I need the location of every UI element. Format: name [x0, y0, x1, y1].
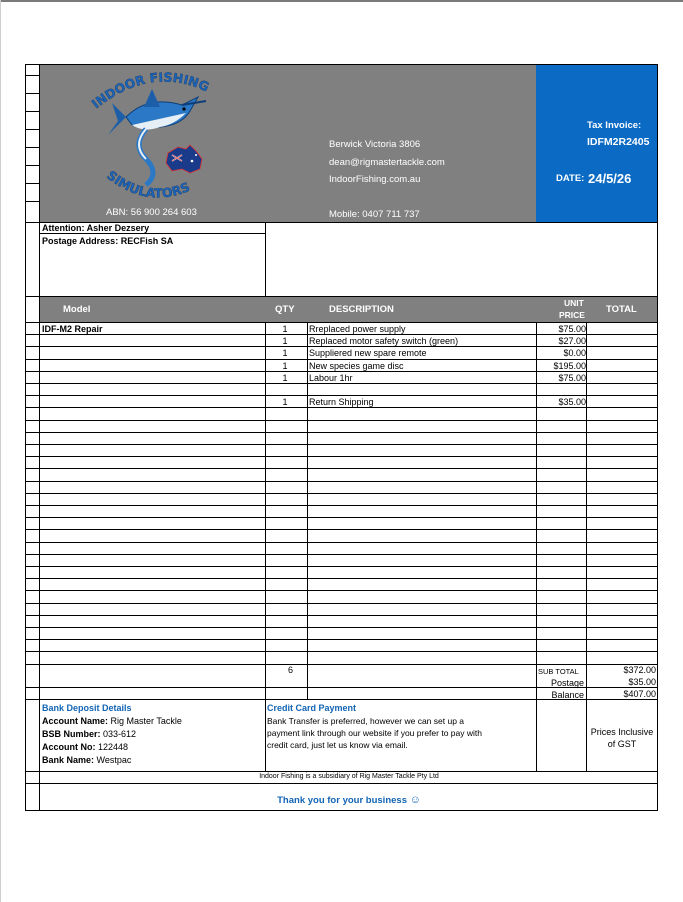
- gst-note-1: Prices Inclusive: [590, 727, 654, 737]
- credit-title: Credit Card Payment: [267, 703, 357, 713]
- col-price: PRICE: [559, 310, 585, 320]
- postage-value: $35.00: [628, 677, 656, 687]
- qty-total: 6: [288, 665, 294, 675]
- website-text: IndoorFishing.com.au: [329, 174, 421, 185]
- row-description: Replaced motor safety switch (green): [309, 336, 459, 346]
- logo-text-bottom: SIMULATORS: [104, 167, 192, 201]
- row-model: [42, 335, 262, 347]
- address-text: Berwick Victoria 3806: [329, 139, 421, 150]
- table-row: [40, 360, 658, 372]
- row-model: IDF-M2 Repair: [42, 324, 103, 334]
- row-price: $195.00: [553, 361, 586, 371]
- col-model: Model: [63, 304, 91, 315]
- row-qty: 1: [282, 324, 288, 334]
- table-row: [40, 372, 658, 384]
- row-model: [42, 360, 262, 372]
- subtotal-label: SUB TOTAL: [538, 667, 579, 676]
- smiley-icon: ☺: [409, 794, 421, 806]
- account-name: Rig Master Tackle: [110, 716, 182, 726]
- attention-text: Attention: Asher Dezsery: [42, 223, 150, 233]
- row-description: Rreplaced power supply: [309, 324, 406, 334]
- table-row: [40, 384, 658, 396]
- window-top-border: [0, 0, 683, 2]
- invoice-date: 24/5/26: [588, 171, 632, 186]
- row-description: [309, 384, 529, 396]
- row-price: $35.00: [558, 397, 586, 407]
- tax-invoice-label: Tax Invoice:: [587, 120, 642, 131]
- credit-line-1: Bank Transfer is preferred, however we can set up a: [267, 716, 465, 726]
- row-model: [42, 384, 262, 396]
- row-description: New species game disc: [309, 361, 404, 371]
- row-description: Labour 1hr: [309, 373, 353, 383]
- row-price: $27.00: [558, 336, 586, 346]
- row-qty: 1: [282, 348, 288, 358]
- row-price: $75.00: [558, 324, 586, 334]
- row-model: [42, 372, 262, 384]
- table-row: [40, 396, 658, 408]
- row-qty: 1: [282, 336, 288, 346]
- invoice-sheet: [25, 64, 658, 811]
- table-row: [40, 347, 658, 359]
- col-unit: UNIT: [564, 298, 584, 308]
- window-left-border: [0, 0, 1, 902]
- row-price: $0.00: [563, 348, 586, 358]
- email-text: dean@rigmastertackle.com: [329, 157, 445, 168]
- credit-line-3: credit card, just let us know via email.: [267, 740, 408, 750]
- row-qty: 1: [282, 397, 288, 407]
- account-name-label: Account Name:: [42, 716, 109, 726]
- row-model: [42, 396, 262, 408]
- bsb-number: 033-612: [103, 729, 137, 739]
- credit-line-2: payment link through our website if you prefer to pay with: [267, 728, 482, 738]
- row-qty: [265, 384, 305, 396]
- bank-title: Bank Deposit Details: [42, 703, 132, 713]
- row-description: Return Shipping: [309, 397, 374, 407]
- row-description: Suppliered new spare remote: [309, 348, 427, 358]
- logo-text-top: INDOOR FISHING: [88, 69, 212, 112]
- balance-value: $407.00: [623, 689, 656, 699]
- abn-text: ABN: 56 900 264 603: [106, 207, 197, 218]
- postage-label: Postage: [550, 678, 584, 688]
- mobile-text: Mobile: 0407 711 737: [329, 209, 420, 220]
- subtotal-value: $372.00: [623, 665, 656, 675]
- balance-label: Balance: [551, 690, 584, 700]
- account-no-label: Account No:: [42, 742, 96, 752]
- date-label: DATE:: [556, 173, 585, 184]
- row-price: $75.00: [558, 373, 586, 383]
- gst-note-2: of GST: [607, 739, 637, 749]
- row-price: [536, 384, 586, 396]
- row-model: [42, 347, 262, 359]
- table-row: [40, 335, 658, 347]
- row-qty: 1: [282, 373, 288, 383]
- subsidiary-note: Indoor Fishing is a subsidiary of Rig Master Tackle Pty Ltd: [259, 773, 439, 780]
- table-row: [40, 323, 658, 335]
- bsb-label: BSB Number:: [42, 729, 101, 739]
- invoice-number: IDFM2R2405: [587, 136, 650, 148]
- col-qty: QTY: [275, 304, 295, 315]
- account-number: 122448: [98, 742, 129, 752]
- col-total: TOTAL: [606, 304, 637, 315]
- bank-name: Westpac: [96, 755, 132, 765]
- col-description: DESCRIPTION: [329, 304, 394, 315]
- row-qty: 1: [282, 361, 288, 371]
- logo: [86, 67, 226, 207]
- thank-you-message: Thank you for your business ☺: [277, 794, 421, 806]
- bank-name-label: Bank Name:: [42, 755, 95, 765]
- postage-address-text: Postage Address: RECFish SA: [42, 236, 174, 246]
